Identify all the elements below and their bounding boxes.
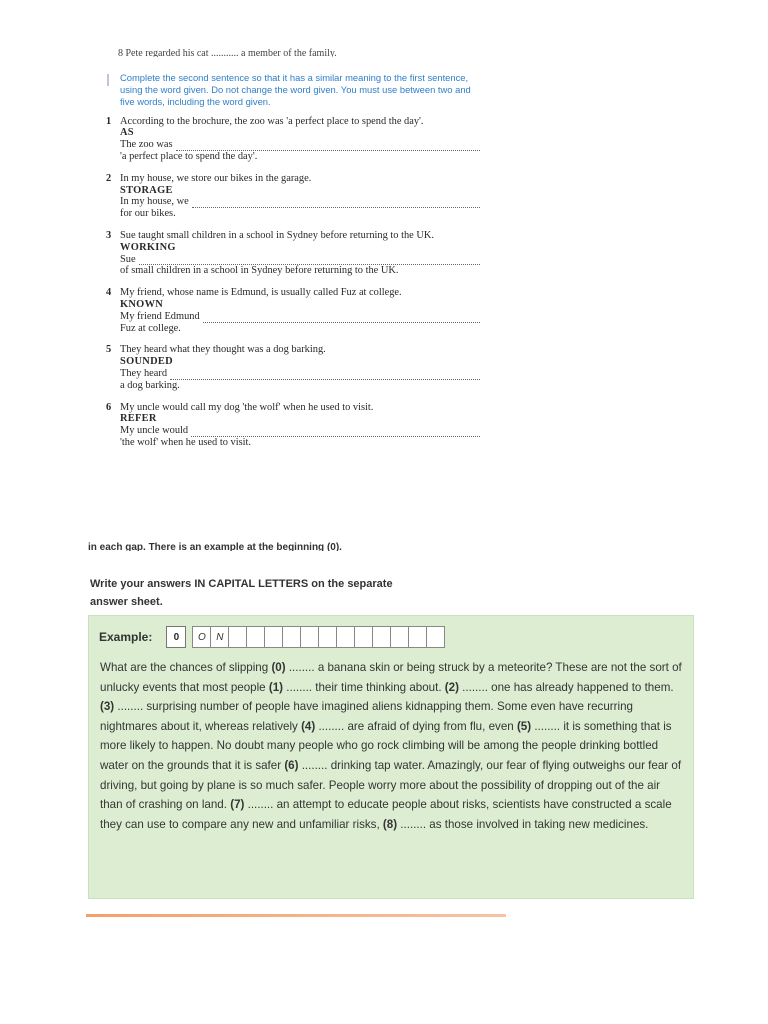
- answer-cell: [337, 626, 355, 648]
- passage-text: ........ their time thinking about.: [283, 680, 445, 694]
- answer-tail-text: of small children in a school in Sydney before returning to the UK.: [120, 265, 399, 277]
- gap-number: (3): [100, 700, 115, 714]
- cloze-passage: [100, 658, 685, 834]
- task-instruction: Write your answers IN CAPITAL LETTERS on the separate answer sheet.: [90, 578, 393, 608]
- answer-tail-text: Fuz at college.: [120, 322, 181, 334]
- gap-number: (4): [301, 719, 316, 733]
- item-number: 1: [106, 115, 112, 127]
- example-row: [99, 626, 445, 648]
- item-keyword: REFER: [120, 413, 157, 425]
- item-number: 6: [106, 401, 112, 413]
- answer-line[interactable]: [120, 196, 480, 208]
- answer-lead-text: In my house, we: [120, 196, 189, 208]
- cut-off-previous-item: 8 Pete regarded his cat ........... a member of the family.: [118, 48, 337, 57]
- instruction-marker: [107, 74, 109, 86]
- answer-cell: [283, 626, 301, 648]
- answer-lead-text: Sue: [120, 253, 136, 265]
- answer-cell: [355, 626, 373, 648]
- exercise-item: [106, 287, 480, 334]
- item-keyword: KNOWN: [120, 298, 164, 310]
- gap-number: (1): [268, 680, 284, 694]
- orange-rule: [86, 914, 506, 917]
- answer-lead-text: My friend Edmund: [120, 310, 200, 322]
- item-sentence: My uncle would call my dog 'the wolf' when he used to visit.: [120, 401, 374, 413]
- gap-number: (7): [230, 798, 245, 812]
- answer-line[interactable]: [120, 368, 480, 380]
- item-sentence: According to the brochure, the zoo was 'a perfect place to spend the day'.: [120, 115, 424, 127]
- passage-text: ........ surprising number of people have imagined aliens kidnapping them. Some even have recurring nightmares about it, whereas relatively: [100, 700, 633, 733]
- exercise-items: [106, 115, 480, 449]
- item-keyword: AS: [120, 127, 134, 139]
- answer-tail-text: a dog barking.: [120, 379, 180, 391]
- item-number: 3: [106, 229, 112, 241]
- passage-text: ........ are afraid of dying from flu, even: [315, 719, 517, 733]
- exercise-item: [106, 344, 480, 391]
- answer-line[interactable]: [120, 425, 480, 437]
- answer-blank[interactable]: [176, 142, 480, 151]
- cut-off-instruction: in each gap. There is an example at the beginning (0).: [88, 542, 342, 551]
- exercise-item: [106, 229, 480, 277]
- answer-cell: [319, 626, 337, 648]
- item-keyword: WORKING: [120, 241, 176, 253]
- answer-cell: [301, 626, 319, 648]
- item-number: 4: [106, 287, 112, 299]
- item-sentence: Sue taught small children in a school in Sydney before returning to the UK.: [120, 229, 434, 241]
- example-label: Example:: [99, 630, 153, 644]
- answer-cell: O: [192, 626, 211, 648]
- answer-cell: [373, 626, 391, 648]
- item-number: 5: [106, 344, 112, 356]
- passage-text: ........ drinking tap water. Amazingly, our fear of flying outweighs our fear of driving, but going by plane is so much safer. People worry more about the possibility of dropping out of the air than of crashing on land.: [100, 758, 682, 812]
- passage-text: ........ one has already happened to them.: [458, 680, 674, 694]
- answer-lead-text: They heard: [120, 367, 168, 379]
- passage-text: ........ it is something that is more likely to happen. No doubt many people who go rock climbing will be among the people drinking bottled water on the grounds that it is safer: [100, 719, 672, 772]
- item-sentence: They heard what they thought was a dog barking.: [120, 344, 326, 356]
- answer-cell: [247, 626, 265, 648]
- gap-number: (0): [271, 661, 286, 674]
- exercise-item: [106, 172, 480, 220]
- transformation-exercise: [106, 72, 480, 459]
- cloze-panel: [88, 615, 694, 899]
- answer-line[interactable]: [120, 311, 480, 323]
- example-number-box: 0: [166, 626, 186, 648]
- gap-number: (6): [284, 758, 299, 772]
- answer-cell: [391, 626, 409, 648]
- answer-tail-text: 'the wolf' when he used to visit.: [120, 436, 252, 448]
- answer-cell: [409, 626, 427, 648]
- answer-cells: [192, 626, 445, 648]
- answer-cell: N: [211, 626, 229, 648]
- exercise-item: [106, 115, 480, 163]
- answer-lead-text: My uncle would: [120, 425, 189, 437]
- gap-number: (2): [444, 680, 459, 694]
- answer-blank[interactable]: [192, 199, 480, 208]
- answer-lead-text: The zoo was: [120, 139, 173, 151]
- passage-text: ........ an attempt to educate people about risks, scientists have constructed a scale they can use to compare any new and unfamiliar risks,: [100, 798, 672, 831]
- item-keyword: STORAGE: [120, 184, 173, 196]
- gap-number: (5): [516, 719, 532, 733]
- answer-blank[interactable]: [139, 256, 480, 265]
- answer-tail-text: 'a perfect place to spend the day'.: [120, 151, 258, 162]
- answer-blank[interactable]: [170, 371, 480, 380]
- answer-cell: [229, 626, 247, 648]
- exercise-item: [106, 401, 480, 449]
- gap-number: (8): [382, 817, 398, 831]
- passage-text: ........ a banana skin or being struck by a meteorite? These are not the sort of unlucky events that most people: [100, 661, 682, 694]
- answer-blank[interactable]: [191, 428, 480, 437]
- exercise-instructions: Complete the second sentence so that it has a similar meaning to the first sentence, using the word given. Do not change the word given. You must use between two and five words, including the word given.: [120, 72, 471, 108]
- answer-cell: [427, 626, 445, 648]
- passage-text: What are the chances of slipping: [100, 661, 272, 674]
- passage-text: ........ as those involved in taking new medicines.: [397, 817, 649, 831]
- answer-cell: [265, 626, 283, 648]
- item-sentence: My friend, whose name is Edmund, is usually called Fuz at college.: [120, 287, 402, 299]
- answer-line[interactable]: [120, 139, 480, 151]
- item-sentence: In my house, we store our bikes in the garage.: [120, 172, 312, 184]
- answer-blank[interactable]: [203, 314, 480, 323]
- item-number: 2: [106, 172, 112, 184]
- item-keyword: SOUNDED: [120, 356, 173, 368]
- answer-line[interactable]: [120, 254, 480, 266]
- answer-tail-text: for our bikes.: [120, 208, 176, 220]
